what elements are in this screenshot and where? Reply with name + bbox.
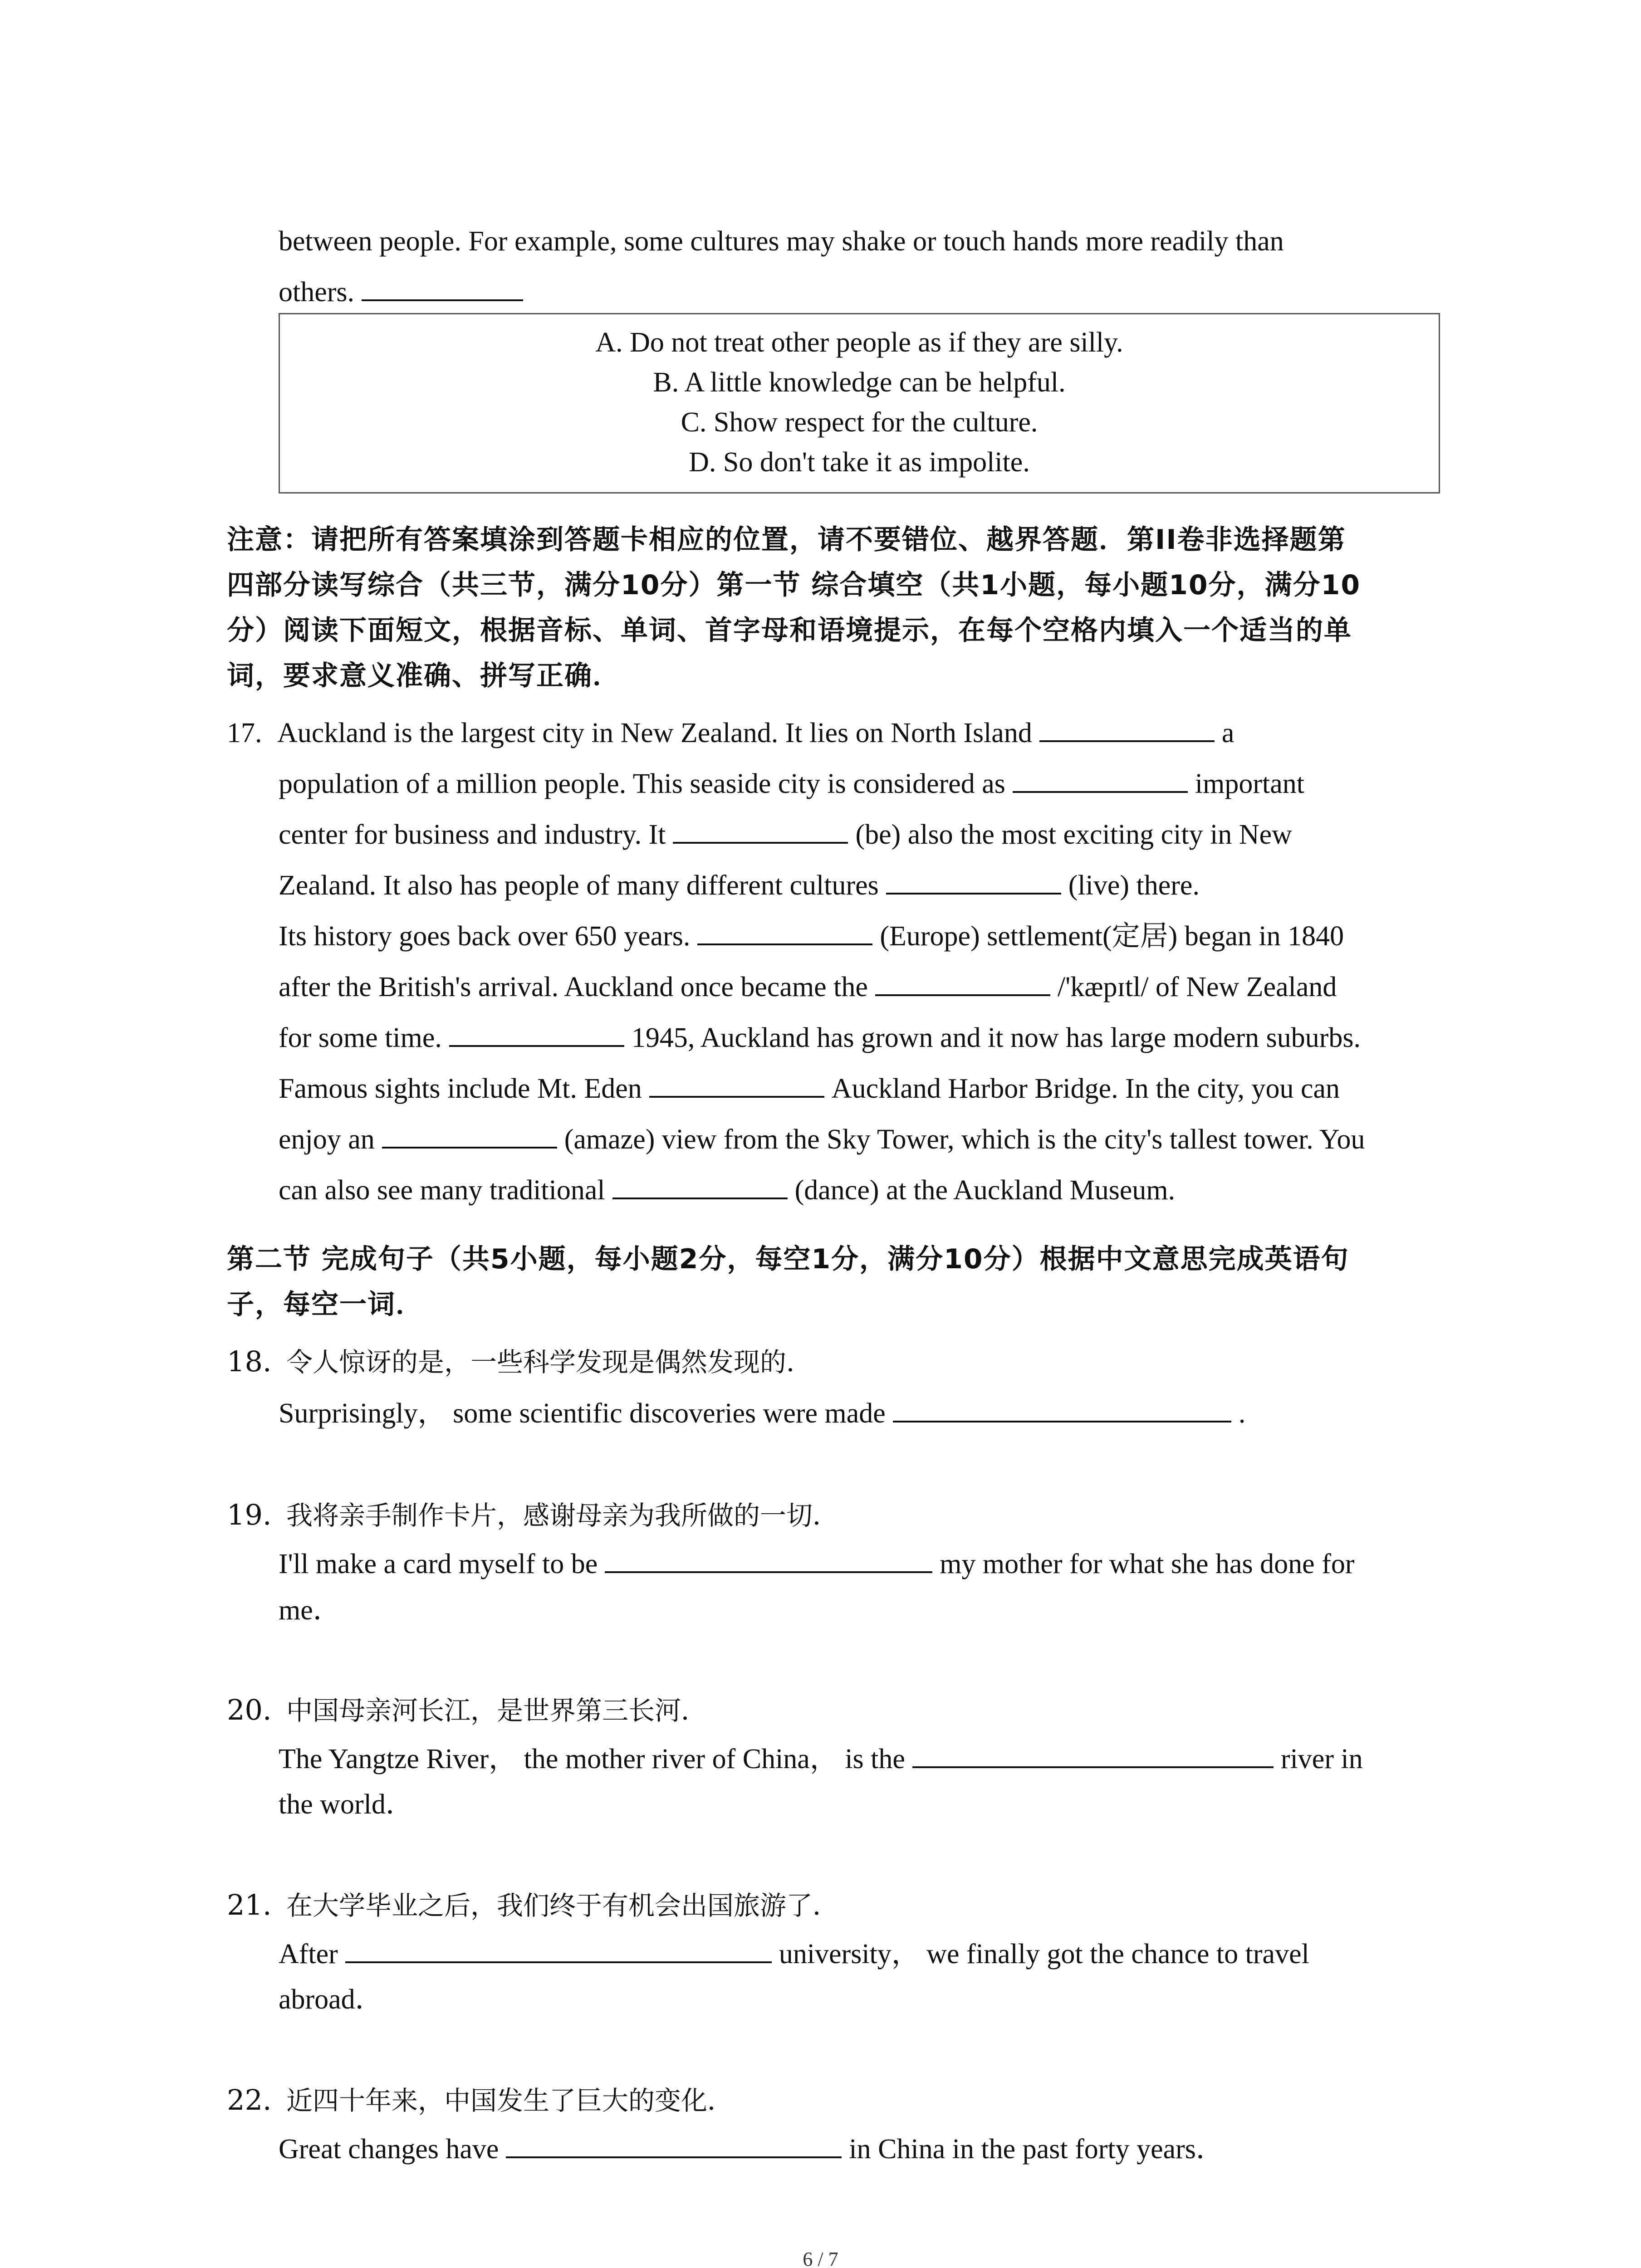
q17-text: (dance) at the Auckland Museum. xyxy=(794,1175,1176,1206)
q17-text: enjoy an xyxy=(279,1124,375,1155)
answer-blank[interactable] xyxy=(605,1549,932,1573)
q22-english xyxy=(279,2124,1224,2175)
answer-blank[interactable] xyxy=(382,1124,557,1149)
answer-blank[interactable] xyxy=(506,2134,842,2158)
q18-text: . xyxy=(1238,1398,1246,1429)
answer-blank[interactable] xyxy=(1039,718,1215,742)
option-c: C. Show respect for the culture. xyxy=(681,407,1038,438)
q21-english-cont: abroad． xyxy=(279,1984,383,2015)
question-number: 19. xyxy=(227,1498,272,1531)
answer-blank[interactable] xyxy=(449,1022,624,1047)
q17-line-1 xyxy=(227,708,1234,758)
q18-chinese xyxy=(227,1339,813,1385)
q17-text: 1945, Auckland has grown and it now has large modern suburbs. xyxy=(631,1022,1361,1053)
answer-blank[interactable] xyxy=(612,1175,788,1199)
answer-blank[interactable] xyxy=(673,819,848,844)
q17-line-5 xyxy=(279,911,1344,962)
q17-text: can also see many traditional xyxy=(279,1175,605,1206)
q20-chinese xyxy=(227,1687,707,1733)
q18-text: Surprisingly， some scientific discoveries were made xyxy=(279,1398,886,1429)
question-number: 18. xyxy=(227,1345,272,1378)
q17-text: (live) there. xyxy=(1068,870,1200,901)
q19-text: I'll make a card myself to be xyxy=(279,1549,598,1579)
q20-chinese-text: 中国母亲河长江，是世界第三长河． xyxy=(286,1695,708,1726)
q17-text: Its history goes back over 650 years. xyxy=(279,921,691,952)
option-d: D. So don't take it as impolite. xyxy=(689,447,1030,478)
q17-text: Auckland is the largest city in New Zealand. It lies on North Island xyxy=(277,718,1032,748)
answer-blank[interactable] xyxy=(893,1398,1231,1422)
q17-line-2 xyxy=(279,758,1304,809)
q17-text: (be) also the most exciting city in New xyxy=(855,819,1292,850)
q17-text: for some time. xyxy=(279,1022,442,1053)
q20-english-cont: the world． xyxy=(279,1789,414,1820)
q22-chinese-text: 近四十年来，中国发生了巨大的变化． xyxy=(286,2085,734,2116)
q17-text: (Europe) settlement(定居) began in 1840 xyxy=(880,921,1344,952)
option-b: B. A little knowledge can be helpful. xyxy=(653,367,1066,398)
notice-line: 分）阅读下面短文，根据音标、单词、首字母和语境提示，在每个空格内填入一个适当的单 xyxy=(227,615,1352,646)
question-number: 22. xyxy=(227,2083,272,2116)
question-number: 21. xyxy=(227,1888,272,1921)
section-heading: 第二节 完成句子（共5小题，每小题2分，每空1分，满分10分）根据中文意思完成英语句 xyxy=(227,1243,1349,1275)
q17-line-9 xyxy=(279,1114,1365,1165)
q22-text: in China in the past forty years． xyxy=(849,2134,1224,2165)
q20-text: river in xyxy=(1280,1744,1363,1774)
q17-text: a xyxy=(1221,718,1234,748)
text-line: between people. For example, some cultures may shake or touch hands more readily than xyxy=(279,226,1284,257)
q17-text: Famous sights include Mt. Eden xyxy=(279,1073,642,1104)
question-number: 20. xyxy=(227,1693,272,1726)
notice-line: 注意：请把所有答案填涂到答题卡相应的位置，请不要错位、越界答题．第II卷非选择题第 xyxy=(227,524,1346,556)
q21-text: university， we finally got the chance to travel xyxy=(779,1939,1309,1970)
notice-line: 词，要求意义准确、拼写正确． xyxy=(227,660,621,692)
page-number: 6 / 7 xyxy=(803,2248,838,2268)
text-line xyxy=(279,267,530,318)
q21-english xyxy=(279,1929,1309,1980)
q17-text: population of a million people. This seaside city is considered as xyxy=(279,768,1005,799)
q17-text: /'kæpɪtl/ of New Zealand xyxy=(1057,972,1337,1002)
answer-blank[interactable] xyxy=(886,870,1061,894)
option-a: A. Do not treat other people as if they are silly. xyxy=(595,327,1123,358)
q20-text: The Yangtze River， the mother river of China， is the xyxy=(279,1744,905,1774)
answer-blank[interactable] xyxy=(875,972,1050,996)
q19-chinese-text: 我将亲手制作卡片，感谢母亲为我所做的一切． xyxy=(286,1500,839,1531)
question-number: 17. xyxy=(227,718,262,748)
q18-english xyxy=(279,1388,1245,1439)
answer-blank[interactable] xyxy=(345,1939,772,1963)
q19-chinese xyxy=(227,1492,839,1538)
q19-english-cont: me． xyxy=(279,1595,341,1626)
answer-blank[interactable] xyxy=(362,277,523,301)
q17-text: Zealand. It also has people of many different cultures xyxy=(279,870,879,901)
q17-text: Auckland Harbor Bridge. In the city, you can xyxy=(831,1073,1340,1104)
answer-blank[interactable] xyxy=(649,1073,824,1098)
q21-chinese xyxy=(227,1882,839,1928)
answer-blank[interactable] xyxy=(1013,768,1188,793)
q17-line-4 xyxy=(279,860,1200,911)
text-line-part: others. xyxy=(279,277,355,308)
q18-chinese-text: 令人惊讶的是，一些科学发现是偶然发现的． xyxy=(286,1347,813,1378)
q17-text: (amaze) view from the Sky Tower, which is the city's tallest tower. You xyxy=(564,1124,1365,1155)
answer-blank[interactable] xyxy=(912,1744,1274,1768)
q17-text: after the British's arrival. Auckland once became the xyxy=(279,972,868,1002)
q22-text: Great changes have xyxy=(279,2134,499,2165)
q21-text: After xyxy=(279,1939,338,1970)
q19-text: my mother for what she has done for xyxy=(940,1549,1355,1579)
q22-chinese xyxy=(227,2077,734,2123)
options-box xyxy=(279,313,1440,494)
q21-chinese-text: 在大学毕业之后，我们终于有机会出国旅游了． xyxy=(286,1890,839,1921)
q17-line-8 xyxy=(279,1063,1340,1114)
q17-line-7 xyxy=(279,1012,1361,1063)
q20-english xyxy=(279,1734,1363,1784)
section-heading: 子，每空一词． xyxy=(227,1289,424,1320)
q17-text: center for business and industry. It xyxy=(279,819,666,850)
notice-line: 四部分读写综合（共三节，满分10分）第一节 综合填空（共1小题，每小题10分，满分10 xyxy=(227,569,1361,601)
q17-line-3 xyxy=(279,809,1292,860)
answer-blank[interactable] xyxy=(697,921,872,945)
q17-line-6 xyxy=(279,962,1337,1012)
q19-english xyxy=(279,1539,1355,1589)
q17-text: important xyxy=(1195,768,1304,799)
q17-line-10 xyxy=(279,1165,1175,1216)
